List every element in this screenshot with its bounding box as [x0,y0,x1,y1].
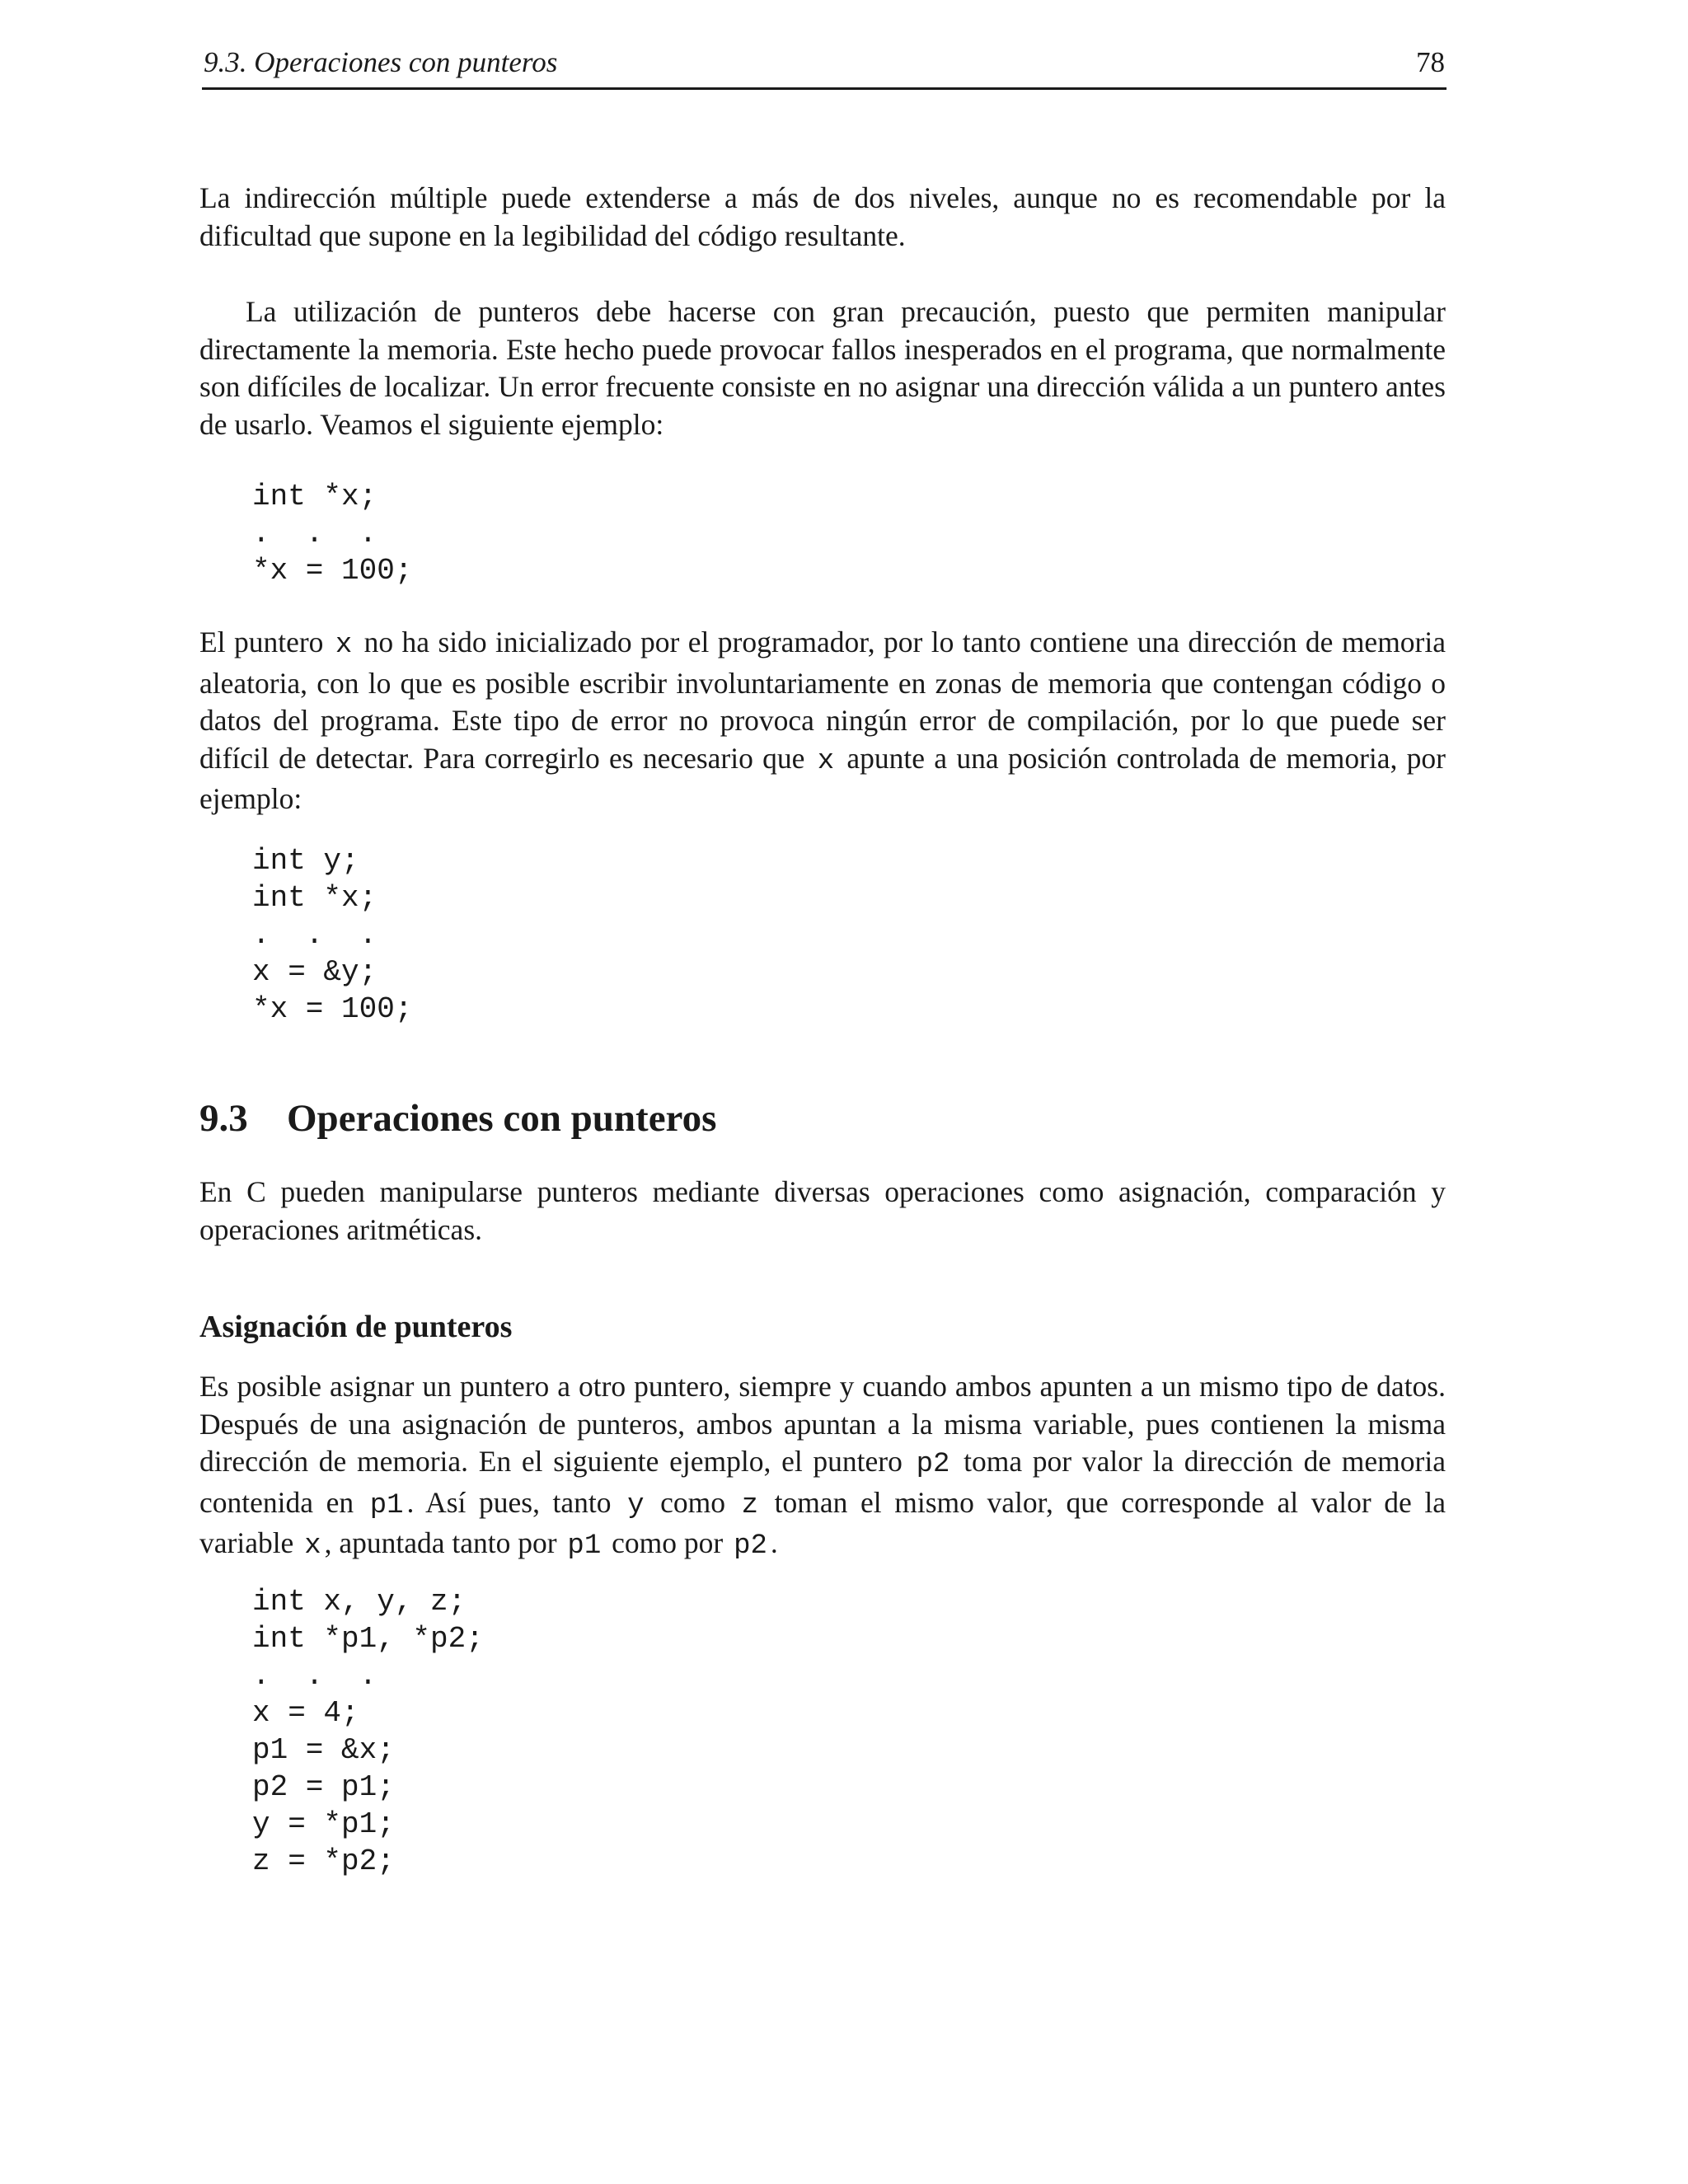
code-block-pointer-assignment: int x, y, z; int *p1, *p2; . . . x = 4; p1 = &x; p2 = p1; y = *p1; z = *p2; [252,1585,484,1878]
text-span: , apuntada tanto por [324,1526,565,1559]
text-span: El puntero [199,626,332,658]
text-span: . Así pues, tanto [406,1485,625,1519]
subsection-heading: Asignación de punteros [199,1310,513,1344]
paragraph-pointer-assignment [199,1368,1446,1566]
inline-code: x [335,630,353,661]
text-span: . [770,1526,778,1559]
section-number: 9.3 [199,1097,248,1140]
paragraph-pointer-operations-intro: En C pueden manipularse punteros mediante diversas operaciones como asignación, comparación y operaciones aritméticas. [199,1175,1446,1246]
section-heading [199,1096,716,1141]
running-header [202,41,1447,90]
inline-code: x [304,1530,321,1562]
section-title: Operaciones con punteros [287,1097,717,1140]
paragraph-uninitialized-explanation [199,624,1446,818]
paragraph-pointer-precaution: La utilización de punteros debe hacerse con gran precaución, puesto que permiten manipular directamente la memoria. Este hecho puede provocar fallos inesperados en el programa, que normalmente son difíciles de localizar. Un error frecuente consiste en no asignar una dirección válida a un puntero antes de usarlo. Veamos el siguiente ejemplo: [199,295,1446,441]
text-span: apunte a una posición controlada de memoria, por ejemplo: [199,741,1446,815]
inline-code: p2 [734,1530,767,1562]
page-number: 78 [1416,46,1445,78]
text-span: toma por valor la dirección de memoria contenida en [199,1445,1446,1519]
code-block-corrected-pointer: int y; int *x; . . . x = &y; *x = 100; [252,844,413,1026]
text-span: como [647,1485,738,1519]
text-span: no ha sido inicializado por el programador, por lo tanto contiene una dirección de memoria aleatoria, con lo que es posible escribir involuntariamente en zonas de memoria que contengan código o datos del programa. Este tipo de error no provoca ningún error de compilación, por lo que puede ser difícil de detectar. Para corregirlo es necesario que [199,626,1446,775]
inline-code: y [627,1489,645,1521]
inline-code: p1 [567,1530,602,1562]
inline-code: p1 [369,1489,404,1521]
text-span: Es posible asignar un puntero a otro puntero, siempre y cuando ambos apunten a un mismo tipo de datos. Después de una asignación de punteros, ambos apuntan a la misma variable, pues contienen la misma dirección de memoria. En el siguiente ejemplo, el puntero [199,1370,1446,1478]
inline-code: p2 [916,1449,950,1480]
inline-code: x [817,745,835,777]
text-span: como por [604,1526,731,1559]
running-header-title: 9.3. Operaciones con punteros [204,46,558,78]
inline-code: z [741,1489,759,1521]
text-span: toman el mismo valor, que corresponde al valor de la variable [199,1485,1446,1559]
paragraph-multiple-indirection: La indirección múltiple puede extenderse a más de dos niveles, aunque no es recomendable por la dificultad que supone en la legibilidad del código resultante. [199,181,1446,252]
code-block-uninitialized-pointer: int *x; . . . *x = 100; [252,480,413,588]
